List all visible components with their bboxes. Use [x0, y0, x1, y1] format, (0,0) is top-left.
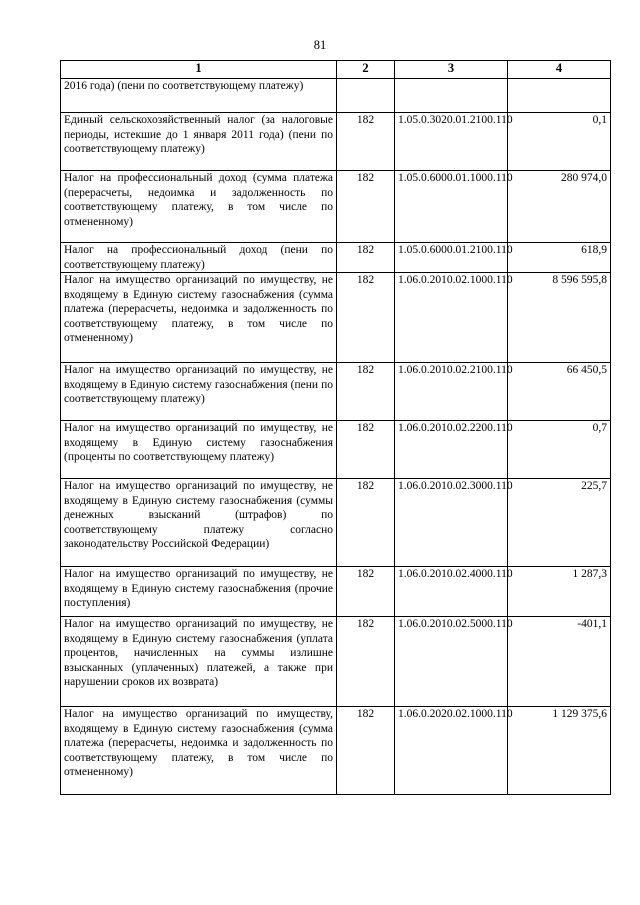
table-row [61, 421, 611, 479]
table-row [61, 567, 611, 617]
table-row [61, 479, 611, 567]
revenue-table [60, 60, 611, 795]
row-admin-cell: 182 [337, 243, 395, 273]
row-code-cell: 1.05.0.6000.01.2100.110 [395, 243, 508, 273]
row-code-cell: 1.05.0.3020.01.2100.110 [395, 113, 508, 171]
row-code-cell: 1.06.0.2010.02.2200.110 [395, 421, 508, 479]
row-admin-cell: 182 [337, 479, 395, 567]
table-row [61, 363, 611, 421]
row-name-cell: Налог на имущество организаций по имуществу, не входящему в Единую систему газоснабжения (уплата процентов, начисленных на суммы излишне взысканных (уплаченных) платежей, а также при нарушении сроков их возврата) [61, 617, 337, 707]
row-admin-cell: 182 [337, 273, 395, 363]
table-row [61, 273, 611, 363]
table-row [61, 707, 611, 795]
row-code-cell: 1.06.0.2010.02.4000.110 [395, 567, 508, 617]
row-admin-cell: 182 [337, 363, 395, 421]
row-name-cell: Налог на профессиональный доход (сумма платежа (перерасчеты, недоимка и задолженность по соответствующему платежу, в том числе по отмененному) [61, 171, 337, 243]
row-name-cell: Налог на имущество организаций по имуществу, не входящему в Единую систему газоснабжения (суммы денежных взысканий (штрафов) по соответствующему платежу согласно законодательству Российской Федерации) [61, 479, 337, 567]
row-admin-cell: 182 [337, 567, 395, 617]
row-name-cell: Налог на имущество организаций по имуществу, не входящему в Единую систему газоснабжения (пени по соответствующему платежу) [61, 363, 337, 421]
row-name-cell: Налог на профессиональный доход (пени по соответствующему платежу) [61, 243, 337, 273]
row-amount-cell: 1 129 375,6 [508, 707, 611, 795]
row-amount-cell: 8 596 595,8 [508, 273, 611, 363]
row-amount-cell: 1 287,3 [508, 567, 611, 617]
row-amount-cell [508, 79, 611, 113]
row-amount-cell: 225,7 [508, 479, 611, 567]
row-amount-cell: 618,9 [508, 243, 611, 273]
column-header-3: 3 [395, 61, 508, 79]
column-header-1: 1 [61, 61, 337, 79]
row-name-cell: 2016 года) (пени по соответствующему платежу) [61, 79, 337, 113]
row-code-cell: 1.06.0.2020.02.1000.110 [395, 707, 508, 795]
table-header-row [61, 61, 611, 79]
row-admin-cell: 182 [337, 617, 395, 707]
column-header-4: 4 [508, 61, 611, 79]
row-amount-cell: 0,1 [508, 113, 611, 171]
row-amount-cell: -401,1 [508, 617, 611, 707]
row-name-cell: Налог на имущество организаций по имуществу, не входящему в Единую систему газоснабжения (прочие поступления) [61, 567, 337, 617]
table-row [61, 243, 611, 273]
row-name-cell: Налог на имущество организаций по имуществу, входящему в Единую систему газоснабжения (сумма платежа (перерасчеты, недоимка и задолженность по соответствующему платежу, в том числе по отмененному) [61, 707, 337, 795]
row-admin-cell: 182 [337, 421, 395, 479]
column-header-2: 2 [337, 61, 395, 79]
row-code-cell: 1.05.0.6000.01.1000.110 [395, 171, 508, 243]
row-code-cell: 1.06.0.2010.02.5000.110 [395, 617, 508, 707]
row-code-cell [395, 79, 508, 113]
row-code-cell: 1.06.0.2010.02.1000.110 [395, 273, 508, 363]
table-row [61, 171, 611, 243]
row-admin-cell: 182 [337, 707, 395, 795]
row-admin-cell [337, 79, 395, 113]
row-admin-cell: 182 [337, 171, 395, 243]
table-row [61, 617, 611, 707]
row-code-cell: 1.06.0.2010.02.2100.110 [395, 363, 508, 421]
page-number: 81 [313, 38, 327, 52]
row-name-cell: Налог на имущество организаций по имуществу, не входящему в Единую систему газоснабжения (сумма платежа (перерасчеты, недоимка и задолженность по соответствующему платежу, в том числе по отмененному) [61, 273, 337, 363]
table-row [61, 79, 611, 113]
row-name-cell: Единый сельскохозяйственный налог (за налоговые периоды, истекшие до 1 января 2011 года) (пени по соответствующему платежу) [61, 113, 337, 171]
row-amount-cell: 0,7 [508, 421, 611, 479]
row-admin-cell: 182 [337, 113, 395, 171]
row-name-cell: Налог на имущество организаций по имуществу, не входящему в Единую систему газоснабжения (проценты по соответствующему платежу) [61, 421, 337, 479]
row-code-cell: 1.06.0.2010.02.3000.110 [395, 479, 508, 567]
row-amount-cell: 280 974,0 [508, 171, 611, 243]
row-amount-cell: 66 450,5 [508, 363, 611, 421]
table-row [61, 113, 611, 171]
